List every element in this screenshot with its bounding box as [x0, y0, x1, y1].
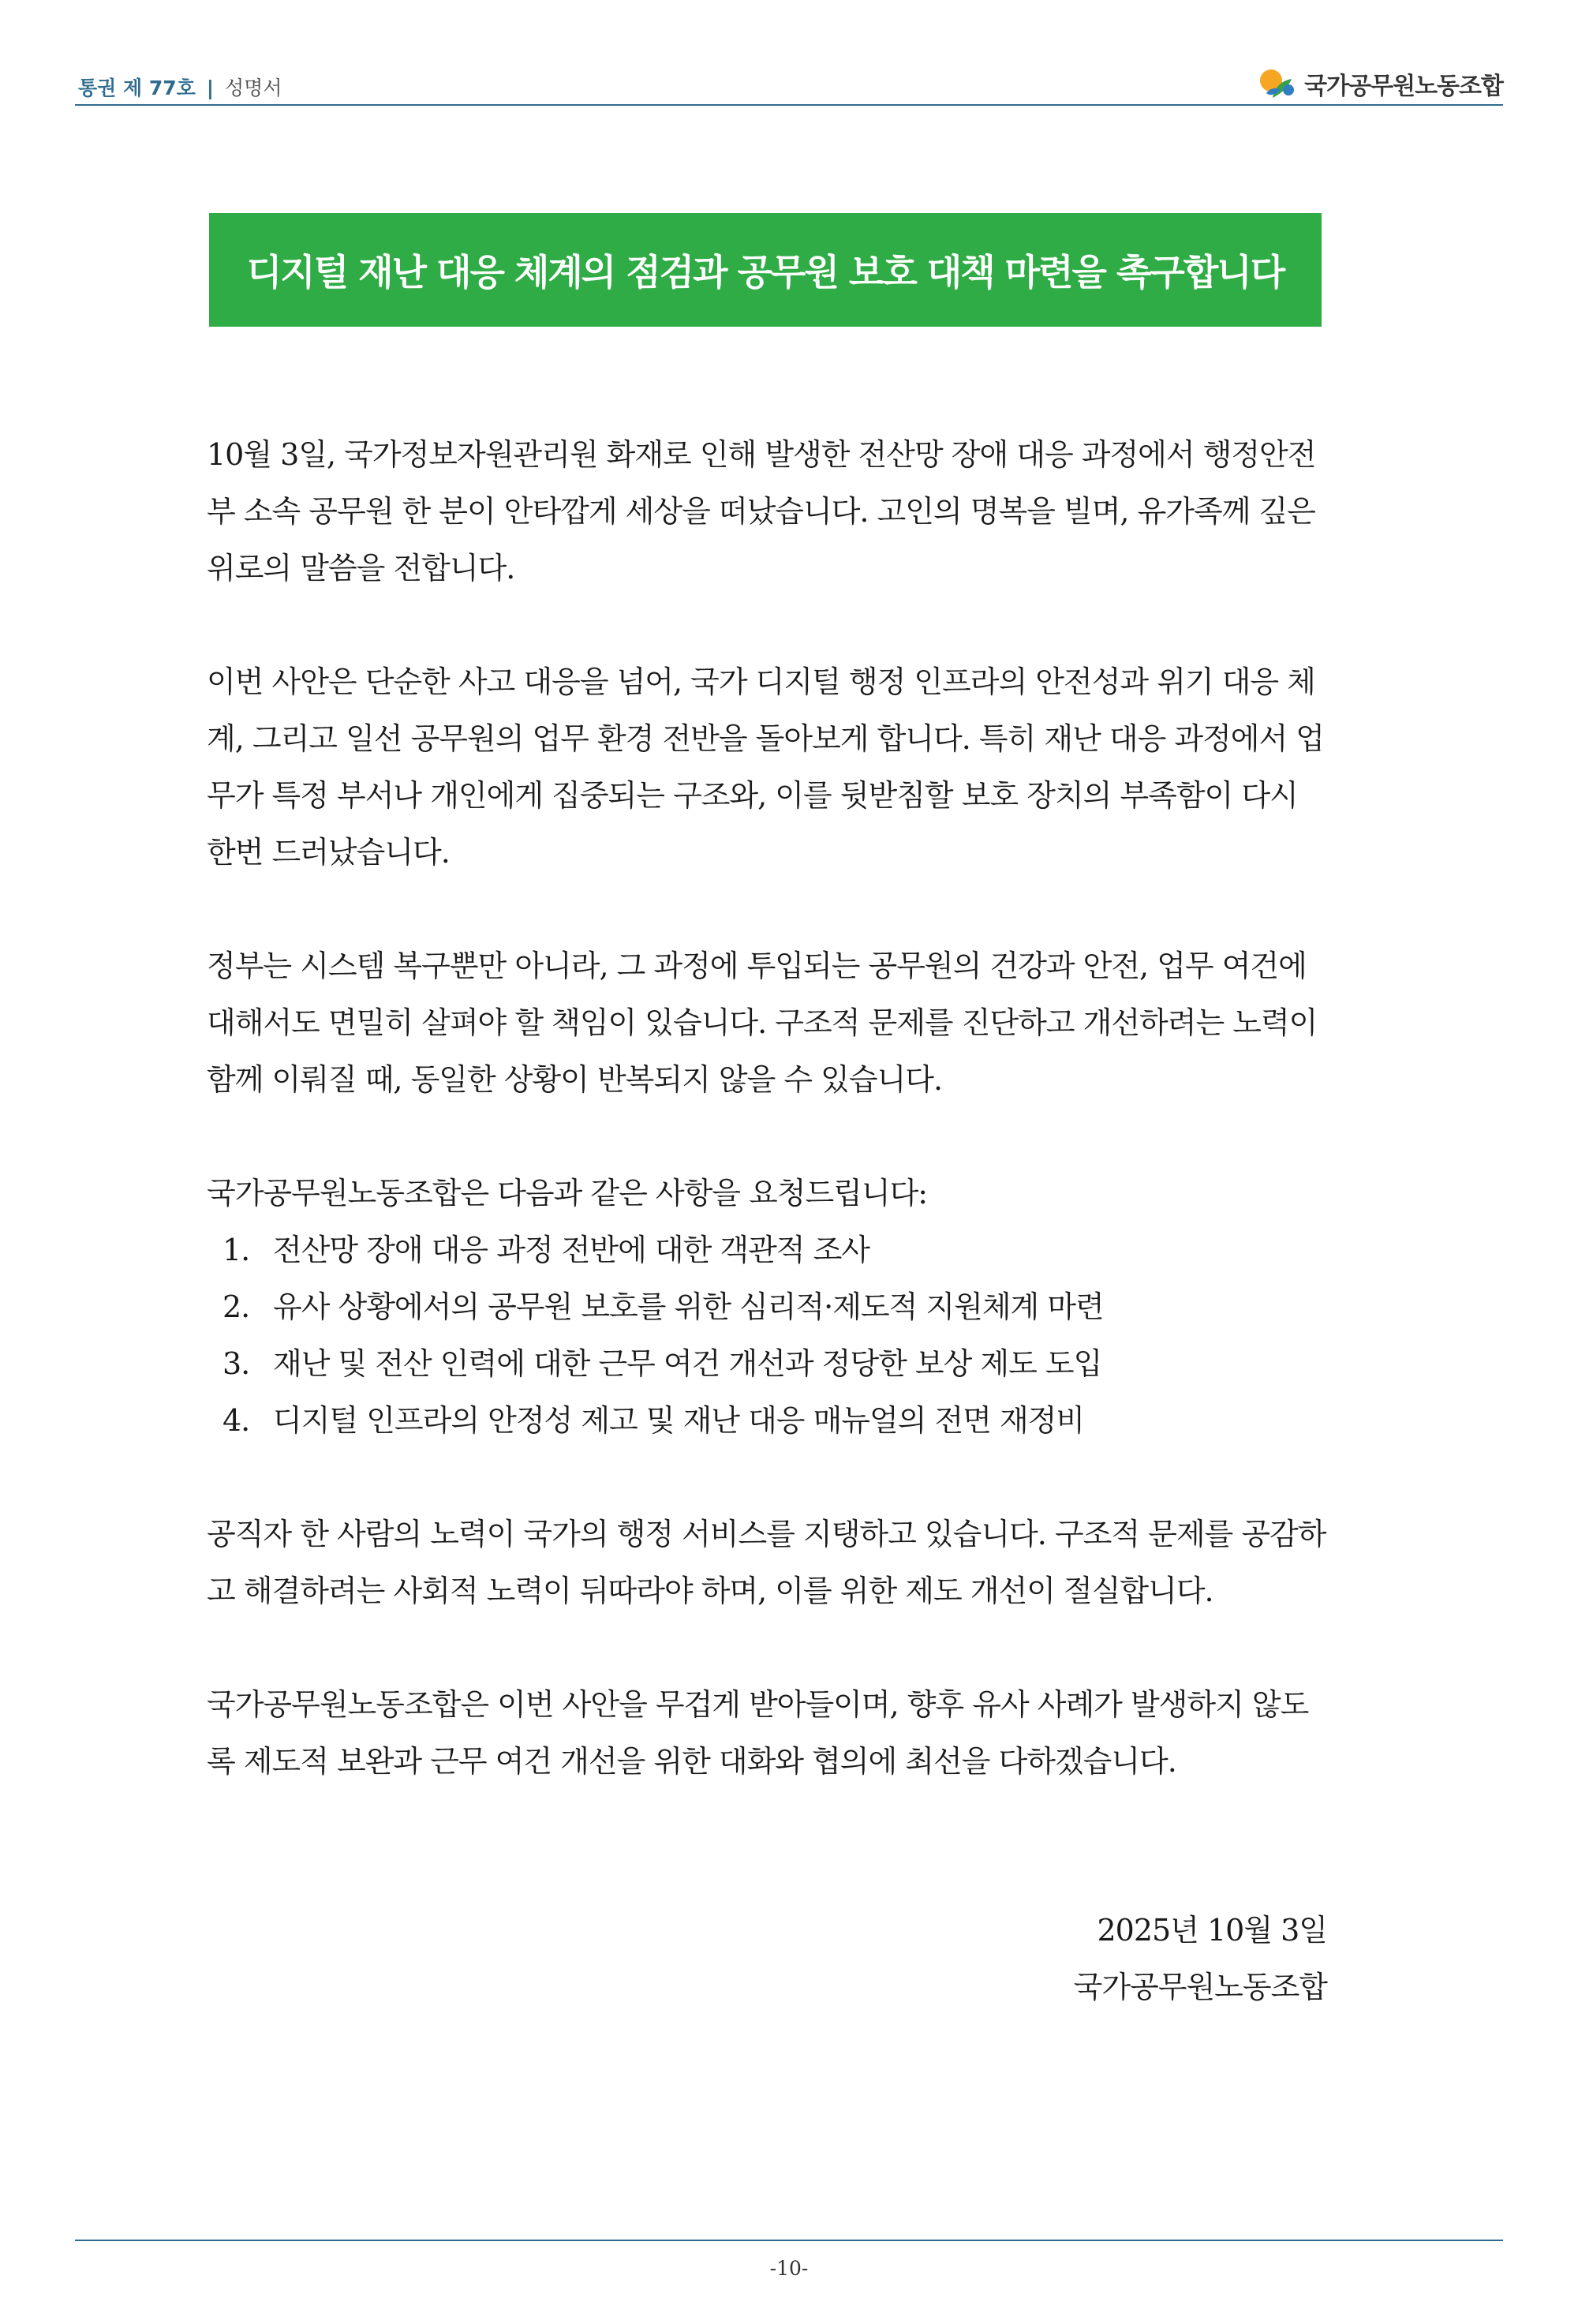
list-item-number: 1. — [222, 1233, 250, 1267]
list-item — [207, 1335, 1327, 1392]
header-org-name: 국가공무원노동조합 — [1304, 73, 1503, 100]
paragraph-2: 이번 사안은 단순한 사고 대응을 넘어, 국가 디지털 행정 인프라의 안전성과 위기 대응 체계, 그리고 일선 공무원의 업무 환경 전반을 돌아보게 합니다. 특히 재난 대응 과정에서 업무가 특정 부서나 개인에게 집중되는 구조와, 이를 뒷받침할 보호 장치의 부족함이 다시 한번 드러났습니다. — [207, 664, 1324, 870]
request-intro: 국가공무원노동조합은 다음과 같은 사항을 요청드립니다: — [207, 1176, 928, 1211]
page-number: -10- — [769, 2257, 809, 2280]
paragraph-3: 정부는 시스템 복구뿐만 아니라, 그 과정에 투입되는 공무원의 건강과 안전, 업무 여건에 대해서도 면밀히 살펴야 할 책임이 있습니다. 구조적 문제를 진단하고 개선하려는 노력이 함께 이뤄질 때, 동일한 상황이 반복되지 않을 수 있습니다. — [207, 949, 1318, 1097]
footer-divider — [75, 2240, 1503, 2241]
request-list — [207, 1222, 1327, 1449]
signature-block — [1074, 1902, 1327, 2015]
list-item-number: 2. — [222, 1289, 250, 1324]
paragraph-1: 10월 3일, 국가정보자원관리원 화재로 인해 발생한 전산망 장애 대응 과정에서 행정안전부 소속 공무원 한 분이 안타깝게 세상을 떠났습니다. 고인의 명복을 빌며, 유가족께 깊은 위로의 말씀을 전합니다. — [207, 437, 1316, 586]
header-left — [78, 73, 282, 101]
list-item-text: 전산망 장애 대응 과정 전반에 대한 객관적 조사 — [273, 1233, 870, 1267]
list-item-text: 디지털 인프라의 안정성 제고 및 재난 대응 매뉴얼의 전면 재정비 — [273, 1403, 1085, 1438]
document-type: 성명서 — [224, 77, 282, 99]
closing-paragraph-2: 국가공무원노동조합은 이번 사안을 무겁게 받아들이며, 향후 유사 사례가 발생하지 않도록 제도적 보완과 근무 여건 개선을 위한 대화와 협의에 최선을 다하겠습니다. — [207, 1687, 1309, 1779]
signature-org: 국가공무원노동조합 — [1073, 1970, 1327, 2004]
union-logo-icon — [1257, 66, 1298, 101]
list-item-text: 유사 상황에서의 공무원 보호를 위한 심리적·제도적 지원체계 마련 — [273, 1289, 1104, 1324]
closing-paragraph-1: 공직자 한 사람의 노력이 국가의 행정 서비스를 지탱하고 있습니다. 구조적 문제를 공감하고 해결하려는 사회적 노력이 뒤따라야 하며, 이를 위한 제도 개선이 절실합니다. — [207, 1517, 1326, 1608]
signature-date: 2025년 10월 3일 — [1097, 1913, 1327, 1948]
list-item — [207, 1222, 1327, 1278]
issue-number: 통권 제 77호 — [78, 77, 196, 99]
list-item — [207, 1392, 1327, 1449]
header-right — [1257, 65, 1503, 103]
list-item-number: 3. — [222, 1346, 250, 1381]
list-item-text: 재난 및 전산 인력에 대한 근무 여건 개선과 정당한 보상 제도 도입 — [273, 1346, 1102, 1381]
list-item — [207, 1278, 1327, 1335]
header-separator: | — [206, 77, 214, 99]
statement-body — [207, 426, 1327, 1847]
page-header — [75, 65, 1503, 106]
list-item-number: 4. — [222, 1403, 250, 1438]
title-banner — [209, 213, 1322, 327]
statement-title: 디지털 재난 대응 체계의 점검과 공무원 보호 대책 마련을 촉구합니다 — [246, 251, 1284, 294]
